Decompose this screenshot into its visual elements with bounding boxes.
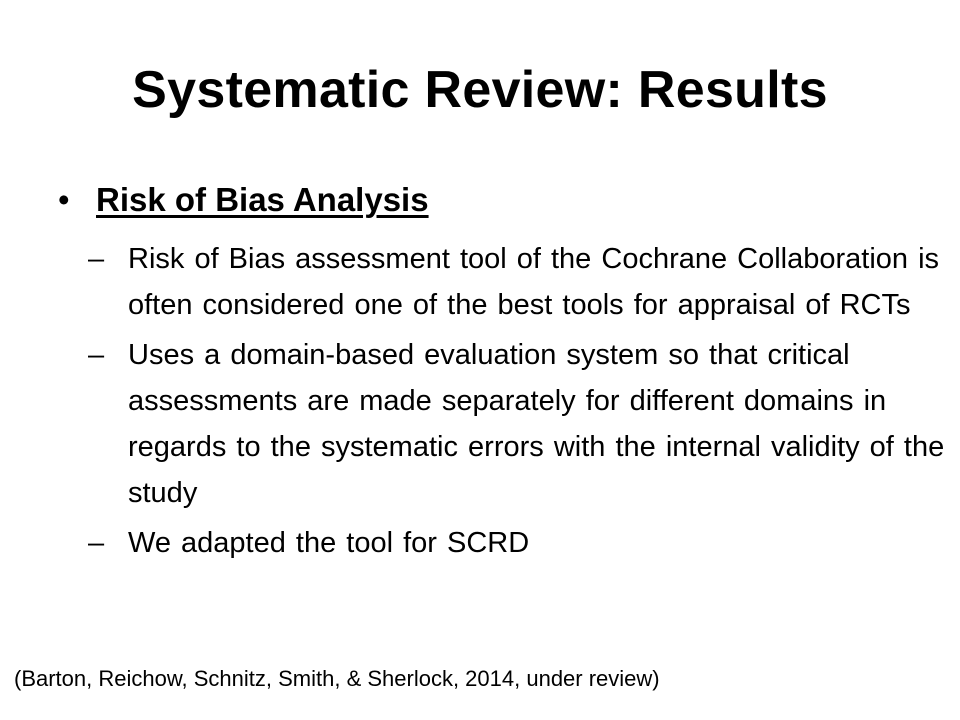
- slide-title: Systematic Review: Results: [132, 61, 828, 119]
- citation: (Barton, Reichow, Schnitz, Smith, & Sherlock, 2014, under review): [14, 666, 660, 691]
- bullet-risk-of-bias: [58, 178, 429, 222]
- sub-bullet-item: [88, 332, 948, 516]
- sub-bullet-list: [88, 236, 948, 570]
- sub-bullet-dash: –: [88, 243, 105, 275]
- bullet-heading: Risk of Bias Analysis: [96, 181, 429, 218]
- bullet-dot: •: [58, 181, 70, 218]
- sub-bullet-text: Risk of Bias assessment tool of the Cochrane Collaboration is often considered one of the best tools for appraisal of RCTs: [128, 243, 940, 321]
- sub-bullet-dash: –: [88, 339, 105, 371]
- sub-bullet-text: We adapted the tool for SCRD: [128, 527, 530, 559]
- sub-bullet-item: [88, 520, 948, 566]
- sub-bullet-dash: –: [88, 527, 105, 559]
- sub-bullet-item: [88, 236, 948, 328]
- sub-bullet-text: Uses a domain-based evaluation system so that critical assessments are made separately for different domains in regards to the systematic errors with the internal validity of the study: [128, 339, 945, 509]
